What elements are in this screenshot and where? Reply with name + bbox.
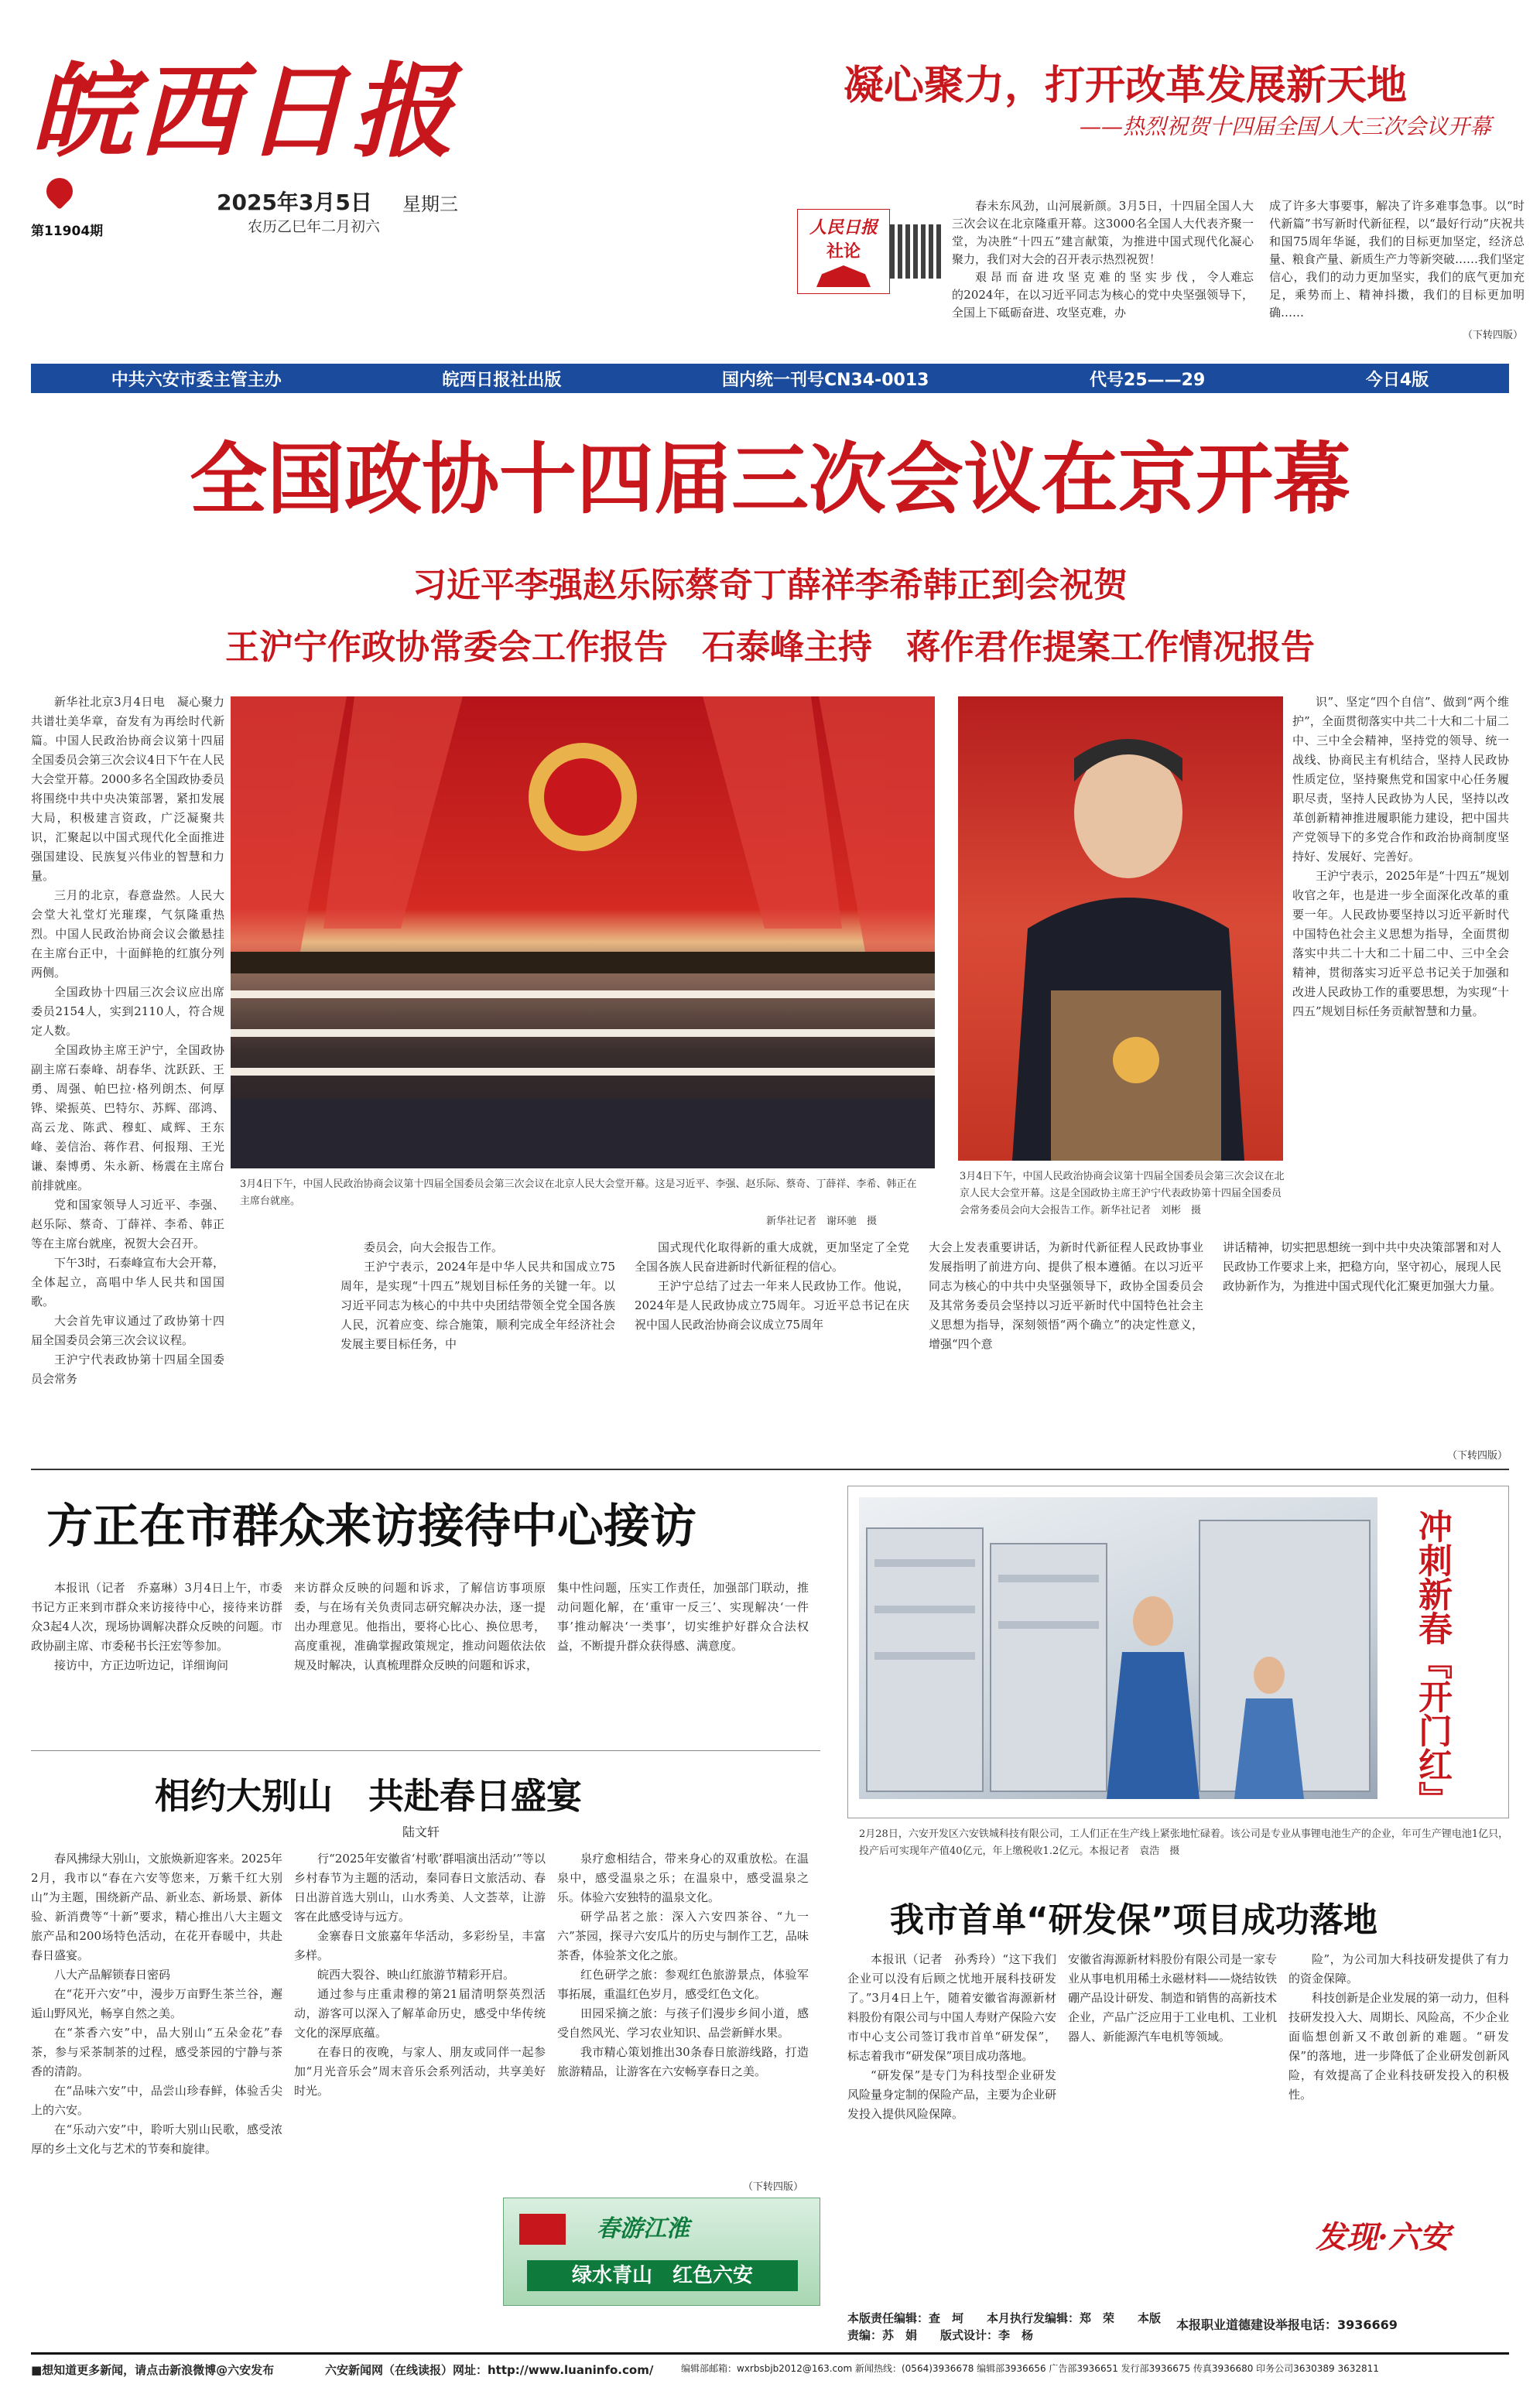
footer-weibo: ■想知道更多新闻，请点击新浪微博@六安发布 — [31, 2363, 275, 2377]
masthead — [31, 46, 797, 239]
conference-photo-caption: 3月4日下午，中国人民政治协商会议第十四届全国委员会第三次会议在北京人民大会堂开幕。这是习近平、李强、赵乐际、蔡奇、丁薛祥、李希、韩正在主席台就座。 — [240, 1178, 917, 1207]
petition-col1: 本报讯（记者 乔嘉琳）3月4日上午，市委书记方正来到市群众来访接待中心，接待来访群众3起4人次，现场协调解决群众反映的问题。市政协副主席、市委秘书长汪宏等参加。 接访中，方正边听边记，详细询问 — [31, 1581, 282, 1672]
research-col3: 险”，为公司加大科技研发提供了有力的资金保障。 科技创新是企业发展的第一动力，但科技研发投入大、周期长、风险高，不少企业面临想创新又不敢创新的难题。“研发保”的落地，进一步降低了企业研发创新风险，有效提高了企业科技研发投入的积极性。 — [1288, 1952, 1509, 2102]
divider-1 — [31, 1469, 1509, 1470]
dabieshan-continued: （下转四版） — [743, 2181, 804, 2193]
weekday: 星期三 — [402, 193, 458, 215]
editorial-badge-top: 人民日报 — [809, 217, 878, 238]
research-headline: 我市首单“研发保”项目成功落地 — [890, 1900, 1377, 1940]
factory-photo — [859, 1497, 1377, 1799]
main-bottom-col3: 大会上发表重要讲话，为新时代新征程人民政协事业发展指明了前进方向、提供了根本遵循。在以习近平同志为核心的中共中央坚强领导下，政协全国委员会及其常务委员会坚持以习近平新时代中国特色社会主义思想为指导，深刻领悟“两个确立”的决定性意义，增强“四个意 — [929, 1240, 1203, 1351]
divider-2 — [31, 1750, 820, 1751]
banner-code: 代号25——29 — [1090, 370, 1206, 390]
dabieshan-col1: 春风拂绿大别山，文旅焕新迎客来。2025年2月，我市以“春在六安等您来，万紫千红大别山”为主题，围绕新产品、新业态、新场景、新体验、新消费等“十新”要求，精心推出八大主题文旅产品和200场特色活动，在花开春暖中，共赴春日盛宴。 八大产品解锁春日密码 在“花开六安”中，漫步万亩野生茶兰谷，邂逅山野风光，畅享自然之美。 在“茶香六安”中，品大别山“五朵金花”春茶，参与采茶制茶的过程，感受茶园的宁静与茶香的清韵。 在“品味六安”中，品尝山珍春鲜，体验舌尖上的六安。 在“乐动六安”中，聆听大别山民歌，感受浓厚的乡土文化与艺术的节奏和旋律。 — [31, 1852, 282, 2156]
main-subhead-2: 王沪宁作政协常委会工作报告 石泰峰主持 蒋作君作提案工作情况报告 — [225, 628, 1315, 667]
dabieshan-byline: 陆文轩 — [402, 1825, 440, 1839]
editorial-headline: 凝心聚力，打开改革发展新天地 — [844, 63, 1408, 109]
flame-icon — [41, 173, 78, 210]
conference-photo-credit: 新华社记者 谢环驰 摄 — [766, 1216, 878, 1227]
footer-website[interactable]: 六安新闻网（在线读报）网址：http://www.luaninfo.com/ — [325, 2363, 654, 2377]
petition-col2: 来访群众反映的问题和诉求，了解信访事项原委，与在场有关负责同志研究解决办法，逐一提出办理意见。他指出，要将心比心、换位思考，高度重视，准确掌握政策规定，推动问题依法依规及时解决，认真梳理群众反映的问题和诉求， — [294, 1581, 546, 1672]
report-phone: 本报职业道德建设举报电话：3936669 — [1176, 2317, 1398, 2332]
banner-cn: 国内统一刊号CN34-0013 — [721, 370, 929, 390]
banner-pages: 今日4版 — [1365, 370, 1429, 390]
editor-info: 本版责任编辑：查 坷 本月执行发编辑：郑 荣 本版责编：苏 娟 版式设计：李 杨 — [847, 2311, 1162, 2342]
tiananmen-icon — [816, 265, 871, 287]
flag-icon — [519, 2214, 566, 2245]
spring-ad — [503, 2198, 820, 2306]
footer-contact: 编辑部邮箱：wxrbsbjb2012@163.com 新闻热线：(0564)3936678 编辑部3936656 广告部3936651 发行部3936675 传真3936680 印务公司3630389 3632811 — [681, 2363, 1379, 2374]
main-bottom-col1: 委员会，向大会报告工作。 王沪宁表示，2024年是中华人民共和国成立75周年，是实现“十四五”规划目标任务的关键一年。以习近平同志为核心的中共中央团结带领全党全国各族人民，沉着应变、综合施策，顺利完成全年经济社会发展主要目标任务，中 — [341, 1240, 615, 1351]
research-col2: 安徽省海源新材料股份有限公司是一家专业从事电机用稀土永磁材料——烧结钕铁硼产品设计研发、制造和销售的高新技术企业，产品广泛应用于工业电机、工业机器人、新能源汽车电机等领域。 — [1068, 1952, 1277, 2044]
editorial-badge-bottom: 社论 — [826, 241, 861, 262]
speaker-photo — [958, 696, 1283, 1161]
banner-sponsor: 中共六安市委主管主办 — [111, 370, 282, 390]
masthead-logo: 皖西日报 — [31, 52, 458, 172]
main-bottom-col2: 国式现代化取得新的重大成就，更加坚定了全党全国各族人民奋进新时代新征程的信心。 王沪宁总结了过去一年来人民政协工作。他说，2024年是人民政协成立75周年。习近平总书记在庆祝中国人民政治协商会议成立75周年 — [635, 1240, 909, 1332]
main-continued: （下转四版） — [1447, 1450, 1508, 1462]
editorial-subhead: ——热烈祝贺十四届全国人大三次会议开幕 — [1080, 114, 1492, 139]
spring-ad-title: 春游江淮 — [597, 2215, 690, 2242]
dabieshan-col3: 泉疗愈相结合，带来身心的双重放松。在温泉中，感受温泉之乐；在温泉中，感受温泉之乐。体验六安独特的温泉文化。 研学品茗之旅：深入六安四茶谷、“九一六”茶园，探寻六安瓜片的历史与制作工艺，品味茶香，体验茶文化之旅。 红色研学之旅：参观红色旅游景点，体验军事拓展，重温红色岁月，感受红色文化。 田园采摘之旅：与孩子们漫步乡间小道，感受自然风光、学习农业知识、品尝新鲜水果。 我市精心策划推出30条春日旅游线路，打造旅游精品，让游客在六安畅享春日之美。 — [557, 1852, 809, 2078]
banner — [31, 364, 1509, 393]
banner-publisher: 皖西日报社出版 — [442, 370, 562, 390]
petition-headline: 方正在市群众来访接待中心接访 — [46, 1500, 696, 1554]
main-bottom-col4: 讲话精神，切实把思想统一到中共中央决策部署和对人民政协工作要求上来，把稳方向，坚守初心，展现人民政协新作为，为推进中国式现代化汇聚更加强大力量。 — [1223, 1240, 1501, 1293]
issue-badge — [31, 178, 101, 217]
factory-photo-art — [859, 1497, 1377, 1799]
date: 2025年3月5日 — [217, 190, 372, 215]
lunar-date: 农历乙巳年二月初六 — [248, 218, 381, 235]
spring-ad-slogan: 绿水青山 红色六安 — [527, 2260, 798, 2291]
speaker-photo-caption: 3月4日下午，中国人民政治协商会议第十四届全国委员会第三次会议在北京人民大会堂开幕。这是全国政协主席王沪宁代表政协第十四届全国委员会常务委员会向大会报告工作。新华社记者 刘彬 摄 — [960, 1171, 1285, 1216]
speaker-photo-art — [958, 696, 1283, 1161]
dabieshan-headline: 相约大别山 共赴春日盛宴 — [155, 1775, 582, 1817]
conference-photo — [231, 696, 935, 1168]
main-subhead-1: 习近平李强赵乐际蔡奇丁薛祥李希韩正到会祝贺 — [412, 566, 1128, 605]
footer-rule — [31, 2352, 1509, 2355]
petition-col3: 集中性问题，压实工作责任，加强部门联动，推动问题化解，在‘重审一反三’、实现解决‘一件事’推动解决‘一类事’，切实维护好群众合法权益，不断提升群众获得感、满意度。 — [557, 1581, 809, 1653]
conference-photo-art — [231, 696, 935, 1168]
main-right-column: 识”、坚定“四个自信”、做到“两个维护”，全面贯彻落实中共二十大和二十届二中、三中全会精神，坚持党的领导、统一战线、协商民主有机结合，坚持人民政协性质定位，坚持聚焦党和国家中心任务履职尽责，坚持人民政协为人民，坚持以改革创新精神推进履职能力建设，把中国共产党领导下的多党合作和政治协商制度坚持好、发展好、完善好。 王沪宁表示，2025年是“十四五”规划收官之年，也是进一步全面深化改革的重要一年。人民政协要坚持以习近平新时代中国特色社会主义思想为指导，全面贯彻落实中共二十大和二十届二中、三中全会精神，贯彻落实习近平总书记关于加强和改进人民政协工作的重要思想，为实现“十四五”规划目标任务贡献智慧和力量。 — [1292, 695, 1509, 1018]
main-left-column: 新华社北京3月4日电 凝心聚力共谱壮美华章，奋发有为再绘时代新篇。中国人民政治协商会议第十四届全国委员会第三次会议4日下午在人民大会堂开幕。2000多名全国政协委员将围绕中共中央决策部署，紧扣发展大局，积极建言资政，广泛凝聚共识，汇聚起以中国式现代化全面推进强国建设、民族复兴伟业的智慧和力量。 三月的北京，春意盎然。人民大会堂大礼堂灯光璀璨，气氛隆重热烈。中国人民政治协商会议会徽悬挂在主席台正中，十面鲜艳的红旗分列两侧。 全国政协十四届三次会议应出席委员2154人，实到2110人，符合规定人数。 全国政协主席王沪宁，全国政协副主席石泰峰、胡春华、沈跃跃、王勇、周强、帕巴拉·格列朗杰、何厚铧、梁振英、巴特尔、苏辉、邵鸿、高云龙、陈武、穆虹、咸辉、王东峰、姜信治、蒋作君、何报翔、王光谦、秦博勇、朱永新、杨震在主席台前排就座。 党和国家领导人习近平、李强、赵乐际、蔡奇、丁薛祥、李希、韩正等在主席台就座，祝贺大会召开。 下午3时，石泰峰宣布大会开幕，全体起立，高唱中华人民共和国国歌。 大会首先审议通过了政协第十四届全国委员会第三次会议议程。 王沪宁代表政协第十四届全国委员会常务 — [31, 695, 224, 1386]
faxian-logo: 发现·六安 — [1316, 2219, 1450, 2256]
qr-code — [890, 224, 944, 279]
issue-number: 第11904期 — [31, 224, 104, 239]
editorial-badge — [797, 209, 890, 294]
kaimenhong-label: 冲刺新春『开门红』 — [1412, 1509, 1452, 1815]
editorial-col1: 春未东风劲，山河展新颜。3月5日，十四届全国人大三次会议在北京隆重开幕。这3000名全国人大代表齐聚一堂，为决胜“十四五”建言献策，为推进中国式现代化凝心聚力，我们对大会的召开表示热烈祝贺！ 艰 昂 而 奋 进 攻 坚 克 难 的 坚 实 步 伐 ， 令人难忘的2024年，在以习近平同志为核心的党中央坚强领导下，全国上下砥砺奋进、攻坚克难，办 — [952, 199, 1254, 320]
factory-photo-caption: 2月28日，六安开发区六安铁城科技有限公司，工人们正在生产线上紧张地忙碌着。该公司是专业从事锂电池生产的企业，年可生产锂电池1亿只，投产后可实现年产值40亿元，年上缴税收1.2亿元。本报记者 袁浩 摄 — [859, 1828, 1509, 1857]
research-col1: 本报讯（记者 孙秀玲）“这下我们企业可以没有后顾之忧地开展科技研发了。”3月4日上午，随着安徽省海源新材料股份有限公司与中国人寿财产保险六安市中心支公司签订我市首单“研发保”，标志着我市“研发保”项目成功落地。 “研发保”是专门为科技型企业研发风险量身定制的保险产品，主要为企业研发投入提供风险保障。 — [847, 1952, 1056, 2121]
editorial-continued: （下转四版） — [1463, 330, 1524, 341]
editorial-col2: 成了许多大事要事，解决了许多难事急事。以“时代新篇”书写新时代新征程，以“最好行动”庆祝共和国75周年华诞，我们的目标更加坚定，经济总量、粮食产量、新质生产力等新突破……我们坚定信心，我们的动力更加坚实，我们的底气更加充足，乘势而上、精神抖擞，我们的目标更加明确…… — [1269, 199, 1525, 320]
dabieshan-col2: 行“2025年安徽省‘村歌’群唱演出活动’”等以乡村春节为主题的活动，秦同春日文旅活动、春日出游首选大别山，山水秀美、人文荟萃，让游客在此感受诗与远方。 金寨春日文旅嘉年华活动，多彩纷呈，丰富多样。 皖西大裂谷、映山红旅游节精彩开启。 通过参与庄重肃穆的第21届清明祭英烈活动，游客可以深入了解革命历史，感受中华传统文化的深厚底蕴。 在春日的夜晚，与家人、朋友或同伴一起参加“月光音乐会”周末音乐会系列活动，共享美好时光。 — [294, 1852, 546, 2098]
main-headline: 全国政协十四届三次会议在京开幕 — [190, 434, 1350, 525]
